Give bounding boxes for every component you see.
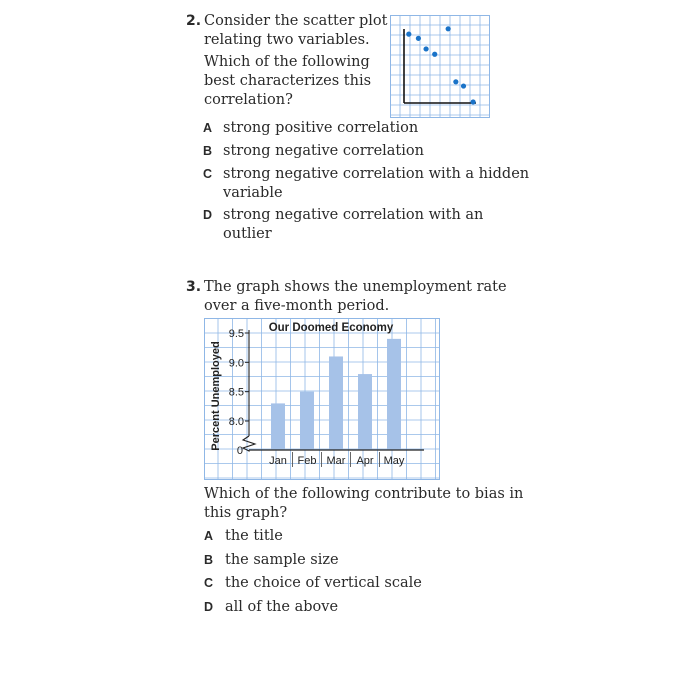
unemployment-bar-chart: [204, 318, 440, 480]
scatter-point: [423, 46, 428, 51]
y-tick-label: 9.0: [228, 357, 244, 370]
q2-stem-line: Which of the following: [204, 54, 370, 70]
q3-question-line: this graph?: [204, 505, 288, 521]
y-tick-label: 8.5: [228, 386, 244, 399]
x-tick-label: Feb: [297, 455, 317, 467]
y-tick-label: 8.0: [228, 416, 244, 428]
q2-choice-text-b: strong negative correlation: [223, 143, 424, 159]
scatter-point: [461, 83, 466, 88]
bar-feb: [300, 392, 314, 450]
scatter-point: [432, 52, 437, 57]
q2-choice-letter-d: D: [203, 208, 213, 222]
q3-choice-letter-c: C: [204, 576, 214, 590]
q2-choice-letter-b: B: [203, 144, 213, 158]
scatter-plot: [390, 15, 490, 118]
q2-stem-line: Consider the scatter plot: [204, 13, 388, 29]
q2-stem-line: best characterizes this: [204, 73, 372, 89]
x-tick-label: May: [383, 455, 405, 467]
bar-mar: [329, 356, 343, 450]
scatter-point: [416, 36, 421, 41]
x-tick-label: Apr: [356, 455, 374, 467]
q2-choice-letter-a: A: [203, 121, 213, 135]
q3-number: 3.: [186, 279, 202, 295]
chart-title: Our Doomed Economy: [268, 322, 394, 334]
q3-choice-letter-a: A: [204, 529, 214, 543]
q3-question-line: Which of the following contribute to bias in: [204, 486, 524, 502]
bar-jan: [271, 403, 285, 450]
q3-choice-letter-d: D: [204, 600, 214, 614]
x-tick-label: Mar: [326, 455, 346, 467]
chart-y-label: Percent Unemployed: [210, 341, 222, 451]
q2-choice-text-d-cont: outlier: [223, 226, 272, 242]
q3-choice-text-a: the title: [225, 528, 283, 544]
y-zero-label: 0: [236, 445, 243, 457]
scatter-point: [471, 99, 476, 104]
q3-stem-line: The graph shows the unemployment rate: [204, 279, 507, 295]
q3-choice-text-c: the choice of vertical scale: [225, 575, 422, 591]
q2-choice-text-d: strong negative correlation with an: [223, 207, 484, 223]
q3-stem-line: over a five-month period.: [204, 298, 390, 314]
scatter-point: [406, 32, 411, 37]
q3-choice-text-d: all of the above: [225, 599, 339, 615]
q2-stem-line: relating two variables.: [204, 32, 370, 48]
q2-choice-text-c: strong negative correlation with a hidden: [223, 166, 530, 182]
scatter-point: [446, 26, 451, 31]
scatter-point: [453, 79, 458, 84]
bar-apr: [358, 374, 372, 450]
bar-may: [387, 339, 401, 450]
q2-number: 2.: [186, 13, 202, 29]
x-tick-label: Jan: [269, 455, 287, 467]
q2-choice-text-c-cont: variable: [223, 185, 283, 201]
y-tick-label: 9.5: [228, 328, 244, 340]
q2-choice-text-a: strong positive correlation: [223, 120, 419, 136]
q3-choice-letter-b: B: [204, 553, 214, 567]
q2-stem-line: correlation?: [204, 92, 293, 108]
q3-choice-text-b: the sample size: [225, 552, 339, 568]
q2-choice-letter-c: C: [203, 167, 213, 181]
